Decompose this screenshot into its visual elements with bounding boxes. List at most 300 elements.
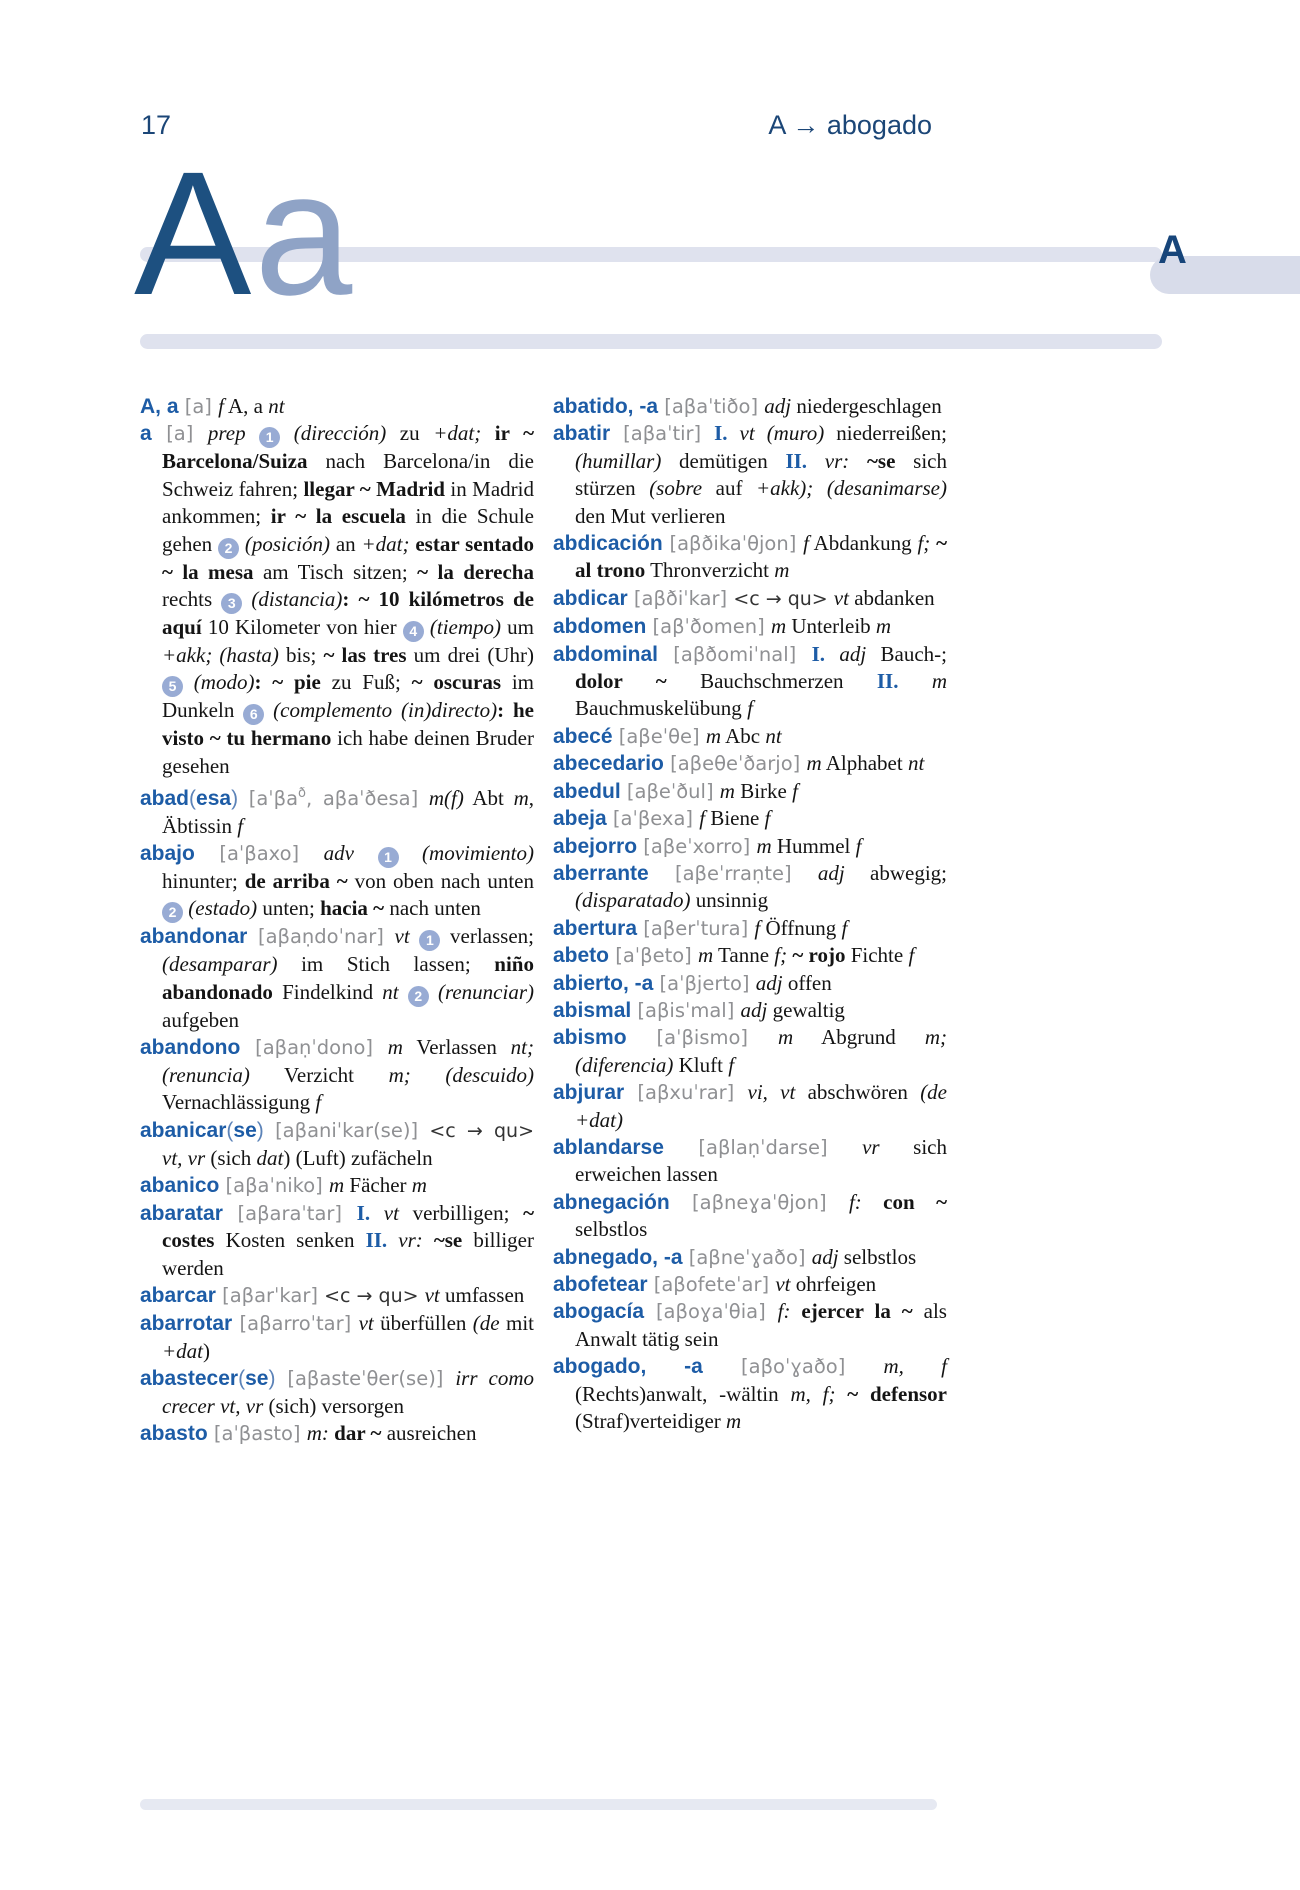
sense-number-badge: 2 [218,538,239,559]
divider-bar-bottom [140,1799,937,1810]
dictionary-entry [553,915,947,942]
phonetic-transcription: [aˈβjerto] [653,971,756,995]
entry-text: (Straf)verteidiger [575,1409,727,1434]
phonetic-transcription: [aβeˈrraṇte] [648,861,818,885]
entry-text: nt [907,751,925,776]
phonetic-transcription: [aβaˈtir] [610,422,715,446]
entry-text: um [501,615,534,640]
headword: abajo [140,842,195,866]
entry-text: ir ~ la escuela [270,504,406,529]
headword: A, a [140,395,179,418]
entry-text: Abdankung [808,531,918,556]
entry-text: ~ oscuras [411,670,502,695]
headword: esa [196,787,232,811]
entry-text: Fichte [845,943,909,968]
entry-text: offen [782,970,832,995]
entry-text: Hummel [771,833,856,858]
entry-text: Verzicht [249,1062,389,1087]
sense-number-badge: 1 [419,930,440,951]
entry-text: f [699,806,706,831]
entry-text: m [756,833,772,858]
entry-text: (descuido) [445,1062,534,1087]
dictionary-column-right [553,393,947,1435]
running-head: A → abogado [768,110,932,140]
sense-number-badge: 2 [408,986,429,1007]
dictionary-entry [140,1420,534,1447]
dictionary-entry [553,585,947,613]
entry-text: f [747,696,753,721]
entry-text: +dat; [361,531,410,556]
phonetic-transcription: [aβoɣaˈθia] [644,1300,778,1324]
entry-text: im Stich lassen; [277,952,495,977]
entry-text: m [705,723,722,748]
dictionary-entry [140,840,534,923]
entry-text: : ~ 10 kilómetros de aquí [162,587,535,640]
headword: abarcar [140,1283,216,1307]
headword-paren: ( [226,1118,234,1142]
phonetic-transcription: [a] [178,395,219,418]
entry-text: Biene [705,806,765,831]
entry-text: Kluft [673,1052,729,1077]
entry-text: f: [777,1299,791,1324]
entry-text: ~ defensor [835,1381,947,1406]
headword: abecé [553,724,613,748]
entry-text: : he visto ~ tu hermano [162,698,534,751]
headword: abeja [553,807,607,831]
entry-text: (tiempo) [423,615,502,640]
entry-text: m [875,614,892,639]
entry-text: nt [765,723,782,748]
entry-text: f [792,778,798,803]
entry-text: ausreichen [381,1420,477,1445]
headword: abdicación [553,532,663,556]
entry-text: umfassen [439,1282,525,1307]
entry-text: vt [358,1311,374,1336]
entry-text: ohrfeigen [790,1272,877,1296]
entry-text: nt [382,979,399,1004]
phonetic-transcription: [aβlaṇˈdarse] [663,1135,863,1159]
entry-text: in die Schule gehen [162,504,534,556]
entry-text: Birke [734,778,793,803]
entry-text: (movimiento) [398,841,535,866]
entry-text: (renunciar) [428,979,535,1004]
entry-text: Öffnung [760,915,842,940]
entry-text: Unterleib [786,614,876,639]
headword: ablandarse [553,1135,664,1159]
entry-text: vt [833,585,849,610]
dictionary-entry [553,613,947,640]
headword: abnegación [553,1190,670,1214]
phonetic-transcription: [aβðiˈkar] [627,586,734,610]
entry-text: nach Barcelona/in die Schweiz fahren; [162,449,534,501]
phonetic-transcription: [aβaniˈkar(se)] [263,1118,430,1142]
entry-text: nt; [510,1035,534,1060]
entry-text: vt [424,1282,440,1307]
entry-text: adj [764,394,792,418]
entry-text: dat [256,1145,284,1170]
entry-text: um drei (Uhr) [406,643,535,668]
entry-text: ~ al trono [575,531,948,583]
entry-text: Abgrund [793,1025,925,1050]
entry-text: Kosten senken [214,1228,366,1253]
entry-text: (sobre [649,476,703,501]
dictionary-entry [140,1365,534,1420]
entry-text: m [806,751,822,776]
entry-text: (dirección) [280,421,387,446]
headword: abanicar [140,1118,227,1142]
entry-text: demütigen [661,448,786,473]
entry-text: den Mut verlieren [575,503,726,528]
headword: abatir [553,422,611,446]
entry-text: m [387,1035,403,1060]
phonetic-transcription: [aβaraˈtar] [222,1201,357,1225]
phonetic-transcription: , aβaˈðesa] [306,787,429,811]
headword-paren: ) [268,1367,276,1391]
entry-text: Tanne [713,943,775,968]
entry-text: f; [774,943,788,968]
entry-text: de arriba ~ [244,869,348,894]
entry-text: niño abandonado [162,952,534,1004]
headword-paren: ) [231,787,239,811]
phonetic-transcription: [aβaˈniko] [219,1174,329,1198]
headword: se [245,1367,269,1391]
entry-text: I. [714,421,728,446]
headword: abdicar [553,586,628,610]
entry-text: überfüllen [373,1311,473,1336]
sense-number-badge: 3 [221,593,242,614]
entry-text: ~ las tres [323,643,407,668]
entry-text: f [218,394,224,418]
entry-text: (estado) [183,896,258,921]
entry-text: m(f) [428,786,464,811]
headword: aberrante [553,861,649,885]
entry-text: m [328,1173,345,1198]
entry-text: an [330,531,362,556]
entry-text: nach unten [384,896,481,921]
entry-text: von oben nach unten [347,869,535,894]
section-letter-lower: a [254,136,356,332]
phonetic-transcription: [aˈβa [238,787,299,811]
entry-text: selbstlos [838,1244,917,1269]
entry-text: m [513,786,529,811]
entry-text: billiger werden [162,1228,534,1280]
dictionary-entry [553,1244,947,1271]
dictionary-entry [140,420,534,780]
dictionary-entry [140,1117,534,1173]
headword: abertura [553,916,638,940]
dictionary-entry [140,1034,534,1116]
phonetic-transcription: [aβeθeˈðarjo] [663,752,807,776]
headword-paren: ) [256,1118,264,1142]
dictionary-entry [140,1172,534,1199]
entry-text: m; [388,1062,411,1087]
sense-number-badge: 1 [378,847,399,868]
entry-text: Findelkind [272,979,383,1004]
entry-text: als Anwalt tätig sein [575,1299,947,1351]
dictionary-entry [140,1310,534,1365]
phonetic-transcription: [aβxuˈrar] [624,1081,748,1105]
entry-text: auf [702,476,756,501]
headword: abogacía [553,1300,645,1324]
entry-text: bis; [278,643,324,668]
entry-text: unsinnig [690,888,769,913]
entry-text: ~ la derecha [417,559,534,584]
entry-text: ~se [422,1228,463,1253]
phonetic-transcription: [aβaṇˈdono] [240,1036,388,1060]
sense-number-badge: 4 [403,621,424,642]
entry-text: zu Fuß; [320,670,412,695]
entry-text: Fächer [344,1173,412,1198]
dictionary-column-left [140,393,534,1447]
entry-text: f: [848,1189,862,1214]
entry-text: m; [924,1025,947,1050]
entry-text: unten; [257,896,321,921]
entry-text: (de +dat) [575,1080,948,1132]
entry-text: m [774,558,790,583]
entry-text: m [411,1173,427,1198]
phonetic-transcription: [aˈβasto] [207,1421,307,1445]
entry-text: <c → qu> [733,587,834,610]
phonetic-transcription: [aβðikaˈθjon] [662,532,804,556]
dictionary-entry [553,1079,947,1134]
entry-text: dar ~ [328,1420,382,1445]
entry-text: f [803,531,809,556]
entry-text: ~se [849,448,896,473]
entry-text: Thronverzicht [645,558,775,583]
dictionary-entry [553,1189,947,1244]
entry-text: m [898,669,947,694]
entry-text: vt [727,421,767,446]
phonetic-transcription: [aβarˈkar] [215,1283,325,1307]
phonetic-transcription: [a] [151,422,208,446]
entry-text: II. [785,448,808,473]
entry-text: estar sentado ~ la mesa [162,531,534,584]
phonetic-transcription: [aβðomiˈnal] [658,642,812,666]
headword: abatido, -a [553,395,659,418]
dictionary-entry [553,1271,947,1298]
entry-text: selbstlos [575,1217,648,1242]
entry-text: adj [825,641,867,666]
entry-text: ich habe deinen Bruder gesehen [162,726,534,778]
entry-text: (renuncia) [162,1062,250,1087]
entry-text: I. [356,1200,371,1225]
entry-text: ~ rojo [787,943,846,968]
entry-text: m, f [883,1354,947,1379]
headword: abedul [553,779,621,803]
entry-text: <c → qu> [429,1119,534,1142]
entry-text: vt [370,1200,399,1225]
entry-text: ) (Luft) zufächeln [283,1145,433,1170]
dictionary-entry [553,1298,947,1353]
section-letter-upper: A [134,136,255,332]
dictionary-entry [553,860,947,915]
entry-text: (humillar) [575,448,662,473]
entry-text: am Tisch sitzen; [253,559,418,584]
sense-number-badge: 5 [162,676,183,697]
section-letter-display [134,136,356,332]
phonetic-transcription: [aβerˈtura] [637,916,755,940]
entry-text: Abc [721,723,766,748]
dictionary-entry [140,780,534,840]
entry-text: f [728,1052,735,1077]
phonetic-transcription: [aβneɣaˈθjon] [669,1190,849,1214]
phonetic-transcription: [aβaṇdoˈnar] [247,925,395,949]
phonetic-superscript: ð [298,786,306,802]
phonetic-transcription: [aβasteˈθer(se)] [275,1367,456,1391]
entry-text: vt [394,924,420,949]
dictionary-entry [553,641,947,723]
entry-text: m [726,1409,742,1434]
dictionary-entry [553,530,947,585]
dictionary-entry [553,942,947,969]
entry-text: vt, vr [162,1145,206,1170]
entry-text: aufgeben [162,1007,239,1032]
dictionary-entry [553,997,947,1024]
entry-text: (sich [205,1145,257,1170]
phonetic-transcription: [aβarroˈtar] [232,1312,359,1336]
entry-text: prep [207,421,260,446]
entry-text: vr: [807,448,850,473]
phonetic-transcription: [aˈβexa] [606,807,700,831]
headword: abaratar [140,1201,223,1225]
entry-text: abschwören [795,1080,921,1105]
entry-text: Bauch-; [866,641,947,666]
dictionary-entry [553,1353,947,1435]
headword: abecedario [553,752,664,776]
entry-text: +akk; [162,643,213,668]
headword-paren: ( [189,787,197,811]
entry-text: adj [811,1244,839,1269]
entry-text: (muro) [766,421,825,446]
phonetic-transcription: [aβoˈɣaðo] [702,1355,884,1379]
headword: abdomen [553,615,647,639]
sense-number-badge: 1 [259,427,280,448]
entry-text: +akk); [755,476,814,501]
entry-text: sich erweichen lassen [575,1134,947,1187]
entry-text: adj [817,860,845,885]
entry-text [399,980,408,1004]
headword: abarrotar [140,1312,233,1336]
headword: se [233,1118,257,1142]
dictionary-entry [140,923,534,1034]
entry-text: +dat [162,1338,204,1363]
entry-text: m [719,778,735,803]
sense-number-badge: 6 [243,704,264,725]
entry-text: in Madrid ankommen; [162,476,535,529]
headword: abjurar [553,1081,625,1105]
entry-text: (Rechts)anwalt, -wältin [575,1381,791,1406]
phonetic-transcription: [aβaˈtiðo] [658,395,765,418]
entry-text: f [841,915,848,940]
headword: abad [140,787,190,811]
entry-text: 10 Kilometer von hier [201,615,403,640]
entry-text: abwegig; [844,860,947,885]
entry-text [813,476,827,500]
dictionary-entry [140,393,534,420]
entry-text: Verlassen [402,1035,511,1060]
dictionary-entry [553,1134,947,1189]
entry-text: mit [499,1311,534,1336]
entry-text: Abt [463,786,514,811]
entry-text: verlassen; [440,924,534,949]
entry-text: hacia ~ [320,896,385,921]
entry-text: Bauchmuskelübung [575,696,748,721]
entry-text: niedergeschlagen [791,394,942,418]
entry-text: +dat; [433,421,482,446]
entry-text: vr: [387,1228,423,1253]
headword: abejorro [553,834,638,858]
entry-text: irr como crecer vt, vr [162,1366,534,1418]
entry-text: (disparatado) [575,888,691,913]
entry-text: Alphabet [821,751,908,776]
entry-text: nt [268,394,285,418]
entry-text: sich stürzen [575,448,947,501]
entry-text: (complemento (in)directo) [264,698,498,723]
entry-text: dolor ~ [575,669,667,694]
entry-text: II. [365,1228,388,1253]
headword: abanico [140,1174,220,1198]
entry-text: Vernachlässigung [162,1090,316,1115]
entry-text: (modo) [183,670,255,695]
entry-text: m [697,943,714,968]
entry-text: llegar ~ Madrid [303,476,445,501]
headword: abofetear [553,1273,648,1296]
entry-text: rechts [162,587,222,612]
phonetic-transcription: [aˈβaxo] [194,842,324,866]
dictionary-entry [553,805,947,832]
entry-text: Bauchschmerzen [666,669,877,694]
sense-number-badge: 2 [162,902,183,923]
dictionary-entry [553,750,947,777]
entry-text: f [764,806,771,831]
dictionary-entry [553,1024,947,1079]
entry-text: (desamparar) [162,952,278,977]
entry-text: adv [323,841,378,866]
entry-text: (de [472,1311,500,1336]
headword: abogado, -a [553,1355,703,1379]
dictionary-entry [553,393,947,420]
entry-text: , Äbtissin [162,786,535,838]
entry-text: vt [775,1272,791,1296]
dictionary-entry [553,833,947,860]
dictionary-entry [553,970,947,997]
headword: abandonar [140,925,248,949]
dictionary-entry [140,1200,534,1282]
entry-text: niederreißen; [824,421,948,446]
entry-text: (distancia) [242,587,343,612]
entry-text: f [855,833,862,858]
entry-text: (sich) versorgen [263,1393,404,1418]
entry-text: ejercer la ~ [790,1299,913,1324]
entry-text: adj [740,997,768,1022]
entry-text: f [237,813,244,838]
phonetic-transcription: [aβofeteˈar] [647,1273,776,1296]
headword: abeto [553,944,610,968]
entry-text: adj [755,970,783,995]
entry-text: gewaltig [767,997,845,1022]
entry-text: A, a [223,394,269,418]
headword: abasto [140,1421,208,1445]
entry-text: vr [862,1134,880,1159]
entry-text: con ~ [861,1189,947,1214]
entry-text: ) [203,1338,211,1363]
entry-text: ~ costes [162,1200,535,1253]
entry-text: f [754,915,761,940]
headword: abdominal [553,642,659,666]
headword: abierto, -a [553,971,654,995]
alphabet-thumb-letter: A [1158,228,1187,272]
headword: abismal [553,998,632,1022]
